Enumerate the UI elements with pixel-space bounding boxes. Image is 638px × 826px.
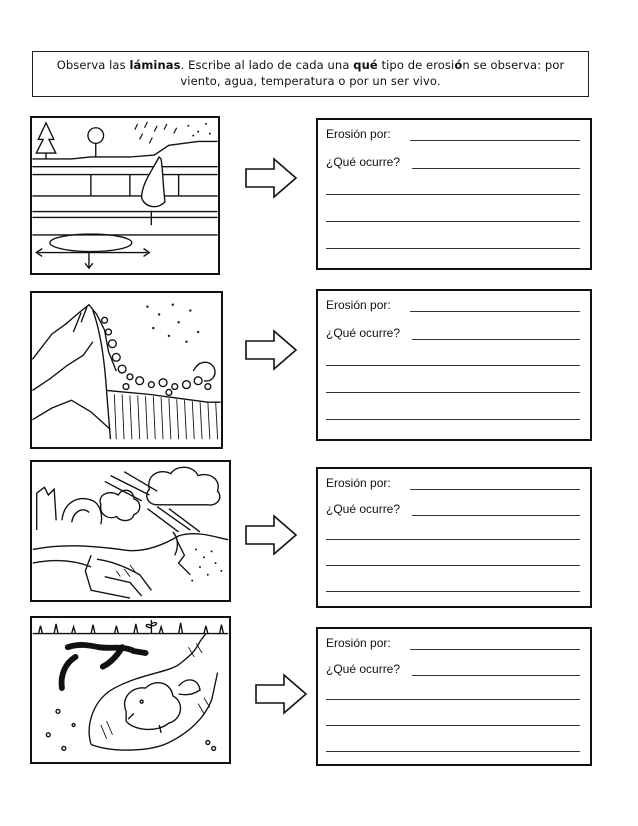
erosion-answer-line[interactable] [410,311,580,312]
answer-box-3 [316,467,592,608]
erosion-field-row [326,298,580,312]
question-field-row [326,155,580,169]
answer-line-row [326,686,580,700]
answer-line[interactable] [326,194,580,195]
erosion-answer-line[interactable] [410,489,580,490]
erosion-answer-line[interactable] [410,140,580,141]
question-answer-line[interactable] [412,675,580,676]
answer-line[interactable] [326,699,580,700]
erosion-field-row [326,636,580,650]
erosion-field-row [326,127,580,141]
erosion-label: Erosión por: [326,476,391,490]
question-label: ¿Qué ocurre? [326,502,401,516]
answer-line-row [326,712,580,726]
answer-box-2 [316,289,592,441]
question-answer-line[interactable] [412,515,580,516]
answer-line[interactable] [326,725,580,726]
question-answer-line[interactable] [412,339,580,340]
answer-line-row [326,738,580,752]
answer-line[interactable] [326,248,580,249]
answer-line[interactable] [326,539,580,540]
question-field-row [326,326,580,340]
instructions-line-1: Observa las láminas. Escribe al lado de cada una qué tipo de erosión se observa: por [56,58,565,72]
answer-line[interactable] [326,365,580,366]
question-label: ¿Qué ocurre? [326,155,401,169]
erosion-answer-line[interactable] [410,649,580,650]
answer-line[interactable] [326,751,580,752]
mountain-illustration [32,293,221,447]
question-field-row [326,502,580,516]
picture-2-temperature-erosion [30,291,223,449]
answer-line-row [326,181,580,195]
answer-line[interactable] [326,392,580,393]
answer-line[interactable] [326,565,580,566]
right-arrow-icon [244,514,298,556]
picture-1-water-erosion [30,116,220,275]
answer-line-row [326,352,580,366]
answer-box-1 [316,118,592,270]
answer-line[interactable] [326,591,580,592]
question-label: ¿Qué ocurre? [326,662,401,676]
erosion-field-row [326,476,580,490]
answer-line-row [326,406,580,420]
question-field-row [326,662,580,676]
answer-line-row [326,379,580,393]
question-label: ¿Qué ocurre? [326,326,401,340]
rain-soil-illustration [32,118,218,273]
wind-storm-illustration [32,462,229,600]
answer-line-row [326,552,580,566]
answer-box-4 [316,627,592,766]
answer-line-row [326,208,580,222]
answer-line-row [326,578,580,592]
erosion-label: Erosión por: [326,127,391,141]
erosion-label: Erosión por: [326,636,391,650]
right-arrow-icon [254,673,308,715]
erosion-label: Erosión por: [326,298,391,312]
answer-line-row [326,526,580,540]
answer-line[interactable] [326,419,580,420]
instructions-line-2: viento, agua, temperatura o por un ser vivo. [180,74,441,88]
instructions-box [32,51,589,97]
answer-line[interactable] [326,221,580,222]
answer-line-row [326,235,580,249]
picture-4-living-being-erosion [30,616,231,764]
right-arrow-icon [244,157,298,199]
question-answer-line[interactable] [412,168,580,169]
burrowing-animals-illustration [32,618,229,762]
picture-3-wind-erosion [30,460,231,602]
right-arrow-icon [244,329,298,371]
